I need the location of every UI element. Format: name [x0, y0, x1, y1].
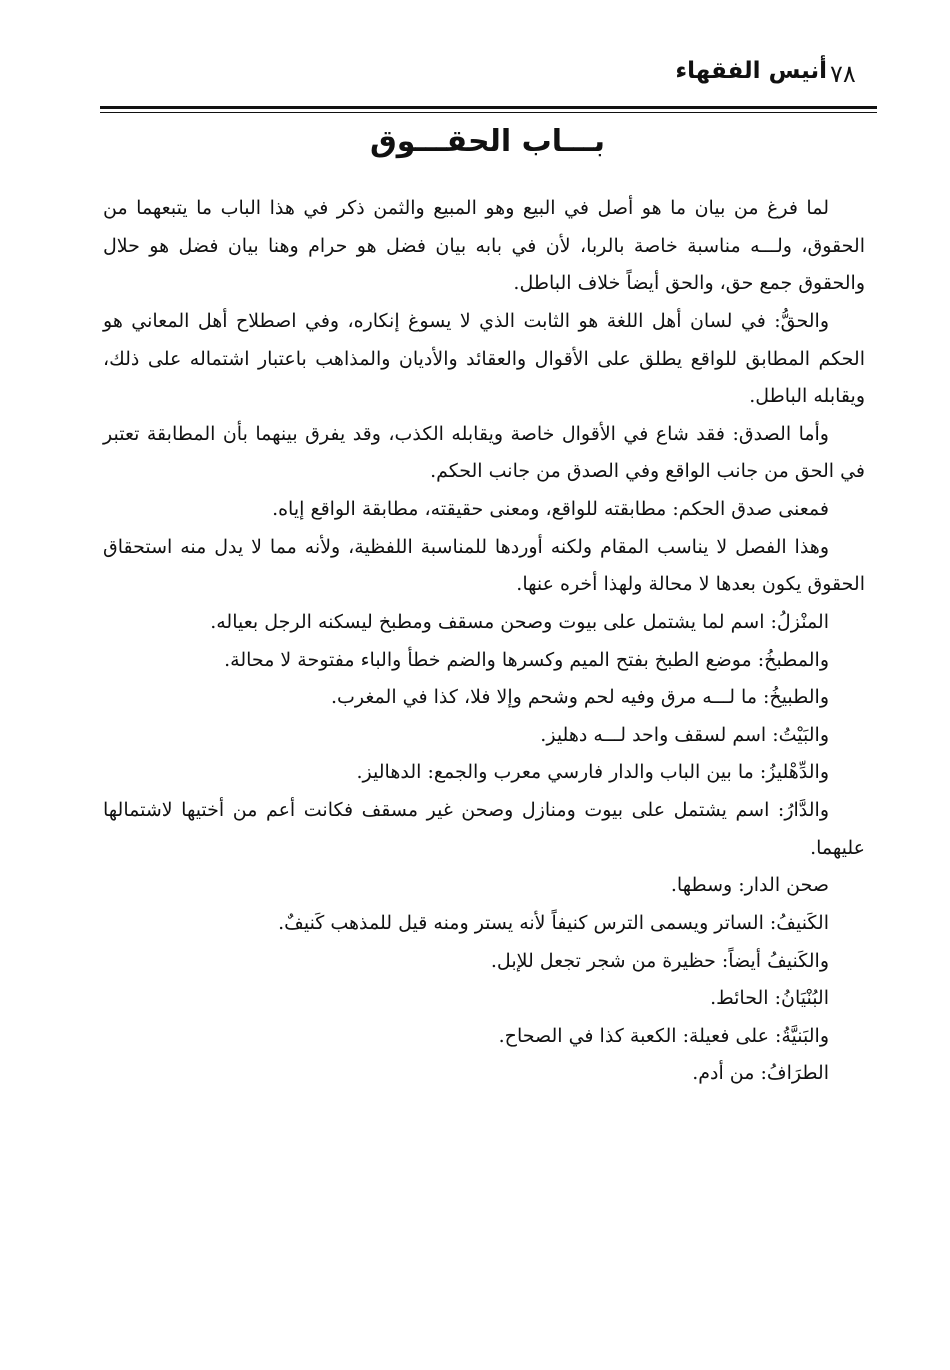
entry-bunyan: البُنْيَانُ: الحائط.	[710, 987, 829, 1010]
running-title: أنيس الفقهاء	[675, 58, 827, 84]
entry-baniyya: والبَنيَّةُ: على فعيلة: الكعبة كذا في الصحاح.	[498, 1024, 829, 1047]
entry-bayt: والبَيْتُ: اسم لسقف واحد لـــه دهليز.	[540, 723, 829, 746]
entry-dihliz: والدِّهْليزُ: ما بين الباب والدار فارسي معرب والجمع: الدهاليز.	[356, 761, 829, 784]
paragraph-sidq-hukm: فمعنى صدق الحكم: مطابقته للواقع، ومعنى حقيقته، مطابقة الواقع إياه.	[272, 498, 829, 520]
entry-sahn: صحن الدار: وسطها.	[670, 874, 829, 897]
header-rule-thin	[100, 112, 877, 113]
paragraph-intro: لما فرغ من بيان ما هو أصل في البيع وهو المبيع والثمن ذكر في هذا الباب ما يتبعهما من الحقوق، ولـــه مناسبة خاصة بالربا، لأن في بابه بيان فضل هو حرام وهنا بيان فضل هو حلال والحقوق جمع حق، والحق أيضاً خلاف الباطل.	[103, 197, 865, 295]
paragraph-sidq: وأما الصدق: فقد شاع في الأقوال خاصة ويقابله الكذب، وقد يفرق بينهما بأن المطابقة تعتبر في الحق من جانب الواقع وفي الصدق من جانب الحكم.	[103, 422, 865, 483]
paragraph-fasl: وهذا الفصل لا يناسب المقام ولكنه أوردها للمناسبة اللفظية، ولأنه مما لا يدل منه استحقاق الحقوق يكون بعدها لا محالة ولهذا أخره عنها.	[103, 535, 865, 596]
body-text	[103, 190, 865, 1093]
entry-tabikh: والطبيخُ: ما لـــه مرق وفيه لحم وشحم وإلا فلا، كذا في المغرب.	[330, 686, 829, 709]
entry-tiraf: الطرَافُ: من أدم.	[692, 1062, 829, 1085]
header-rule-thick	[100, 106, 877, 109]
entry-kanif: الكَنيفُ: الساتر ويسمى الترس كنيفاً لأنه يستر ومنه قيل للمذهب كَنيفٌ.	[278, 911, 829, 934]
entry-kanif-2: والكَنيفُ أيضاً: حظيرة من شجر تجعل للإبل.	[490, 949, 829, 972]
entry-matbakh: والمطبخُ: موضع الطبخ بفتح الميم وكسرها والضم خطأ والباء مفتوحة لا محالة.	[224, 648, 829, 671]
entry-dar: والدَّارُ: اسم يشتمل على بيوت ومنازل وصحن غير مسقف فكانت أعم من أختيها لاشتمالها عليهما.	[103, 799, 865, 859]
page-number: ٧٨	[830, 60, 856, 88]
paragraph-haqq: والحقُّ: في لسان أهل اللغة هو الثابت الذي لا يسوغ إنكاره، وفي اصطلاح أهل المعاني هو الحكم المطابق للواقع يطلق على الأقوال والعقائد والأديان والمذاهب باعتبار اشتماله على ذلك، ويقابله الباطل.	[103, 309, 865, 408]
page-header	[100, 58, 875, 106]
chapter-title: بـــاب الحقـــوق	[369, 124, 606, 159]
entry-manzil: المنْزلُ: اسم لما يشتمل على بيوت وصحن مسقف ومطبخ ليسكنه الرجل بعياله.	[210, 610, 829, 633]
